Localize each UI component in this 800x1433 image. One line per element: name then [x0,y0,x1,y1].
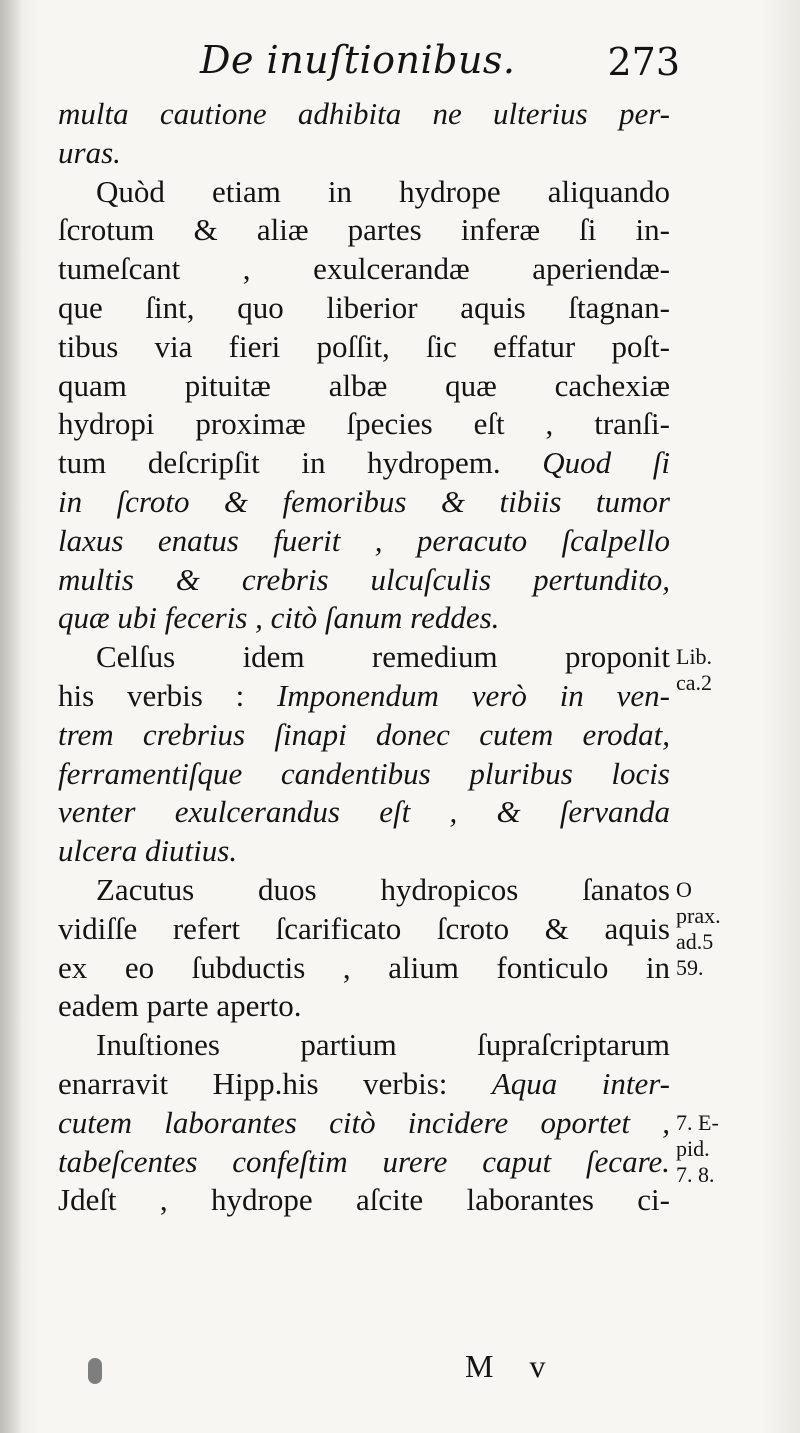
margin-note-line: 59. [676,955,704,980]
text-line: Celſus idem remedium proponit [96,639,670,675]
text-line: tabeſcentes confeſtim urere caput ſecare. [58,1143,670,1179]
italic-segment: Aqua inter- [491,1065,670,1101]
text-line: hydropi proximæ ſpecies eſt , tranſi- [58,406,670,442]
text-line: Zacutus duos hydropicos ſanatos [96,871,670,907]
italic-segment: Quod ſi [542,445,670,481]
text-line: tibus via fieri poſſit, ſic effatur poſt- [58,328,670,364]
text-line [58,677,670,716]
margin-note-line: pid. [676,1135,710,1161]
page-number: 273 [607,40,680,84]
text-line: ulcera diutius. [58,833,238,869]
text-line: multa cautione adhibita ne ulterius per- [58,96,670,131]
running-head: De inuſtionibus. [200,38,516,82]
margin-note-line: ad.5 [676,929,714,954]
text-line: trem crebrius ſinapi donec cutem erodat, [58,716,670,752]
margin-note-line: O [676,877,692,902]
signature-mark: M v [465,1348,560,1384]
roman-segment: enarravit Hipp.his verbis: [58,1065,492,1101]
roman-segment: tum deſcripſit in hydropem. [58,445,543,481]
page-header [190,38,680,90]
italic-segment: Imponendum verò in ven- [277,677,670,713]
text-line: vidiſſe refert ſcarificato ſcroto & aquis [58,910,670,946]
text-line [58,1065,670,1104]
margin-note [676,644,712,696]
text-line: ferramentiſque candentibus pluribus locis [58,755,670,791]
roman-segment: his verbis : [58,677,278,713]
margin-note-line: prax. [676,903,721,928]
margin-note-line: Lib. [676,644,713,670]
text-line: in ſcroto & femoribus & tibiis tumor [58,483,670,519]
text-line: quæ ubi feceris , citò ſanum reddes. [58,600,500,636]
margin-note [676,1110,719,1188]
text-line: multis & crebris ulcuſculis pertundito, [58,561,670,597]
text-line: laxus enatus fuerit , peracuto ſcalpello [58,522,670,558]
margin-note [676,877,721,981]
text-line: Jdeſt , hydrope aſcite laborantes ci- [58,1182,670,1218]
margin-note-line: 7. E- [676,1109,719,1135]
text-line: uras. [58,134,121,170]
text-line: quam pituitæ albæ quæ cachexiæ [58,367,670,403]
text-line: cutem laborantes citò incidere oportet , [58,1104,670,1140]
margin-note-line: 7. 8. [676,1161,715,1187]
text-line: tumeſcant , exulcerandæ aperiendæ- [58,251,670,287]
text-line: ſcrotum & aliæ partes inferæ ſi in- [58,212,670,248]
text-line [58,444,670,483]
gutter-shadow [0,0,22,1433]
text-line: ex eo ſubductis , alium fonticulo in [58,949,670,985]
margin-note-line: ca.2 [676,670,713,696]
text-line: venter exulcerandus eſt , & ſervanda [58,794,670,830]
text-line: Quòd etiam in hydrope aliquando [96,173,670,209]
text-line: Inuſtiones partium ſupraſcriptarum [96,1027,670,1063]
ink-speck [88,1358,102,1384]
body-text [58,95,670,1220]
text-line: eadem parte aperto. [58,988,302,1024]
text-line: que ſint, quo liberior aquis ſtagnan- [58,289,670,325]
